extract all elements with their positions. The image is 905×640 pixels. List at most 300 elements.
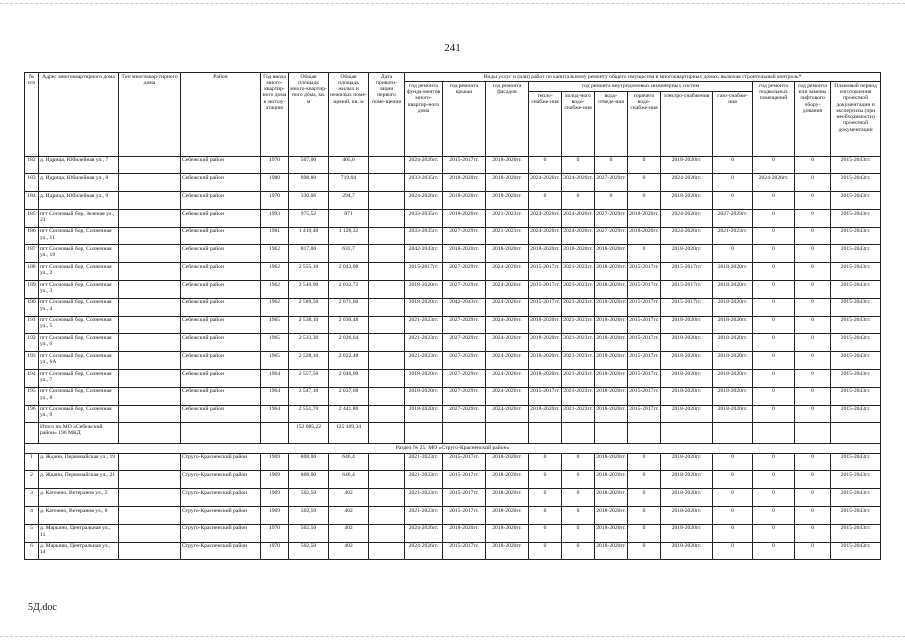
- row-living-area: 646,4: [329, 453, 369, 471]
- row-total-area: 2 538,10: [289, 316, 329, 334]
- row-number: 194: [25, 369, 39, 387]
- row-electric-year: 2018-2020гг.: [661, 192, 713, 210]
- total-cell-empty: [369, 423, 405, 444]
- row-roof-year: 2015-2017гг.: [443, 156, 486, 174]
- header-total-area: Общая площадь много-квартир-ного дома, кв. м: [289, 73, 329, 157]
- row-hot-water-year: 0: [628, 489, 661, 507]
- row-planned-period: 2015-2043гг.: [831, 245, 881, 263]
- header-elevator: год ремонта или замены лифтового обору-дования: [795, 82, 831, 156]
- row-type: [119, 209, 181, 227]
- header-address: Адрес многоквартирного дома: [39, 73, 119, 157]
- row-facade-year: 2018-2020гг.: [486, 542, 529, 560]
- row-gas-year: 2018-2020гг.: [713, 334, 753, 352]
- row-basement-year: 0: [753, 387, 795, 405]
- row-total-area: 2 589,50: [289, 298, 329, 316]
- row-hot-water-year: 0: [628, 471, 661, 489]
- row-gas-year: 2018-2020гг.: [713, 281, 753, 299]
- row-sewer-year: 0: [595, 192, 628, 210]
- row-living-area: 2 071,60: [329, 298, 369, 316]
- row-total-area: 2 557,50: [289, 369, 329, 387]
- row-type: [119, 334, 181, 352]
- row-total-area: 808,00: [289, 453, 329, 471]
- row-type: [119, 281, 181, 299]
- total-cell-empty: [181, 423, 261, 444]
- row-heat-year: 0: [529, 192, 562, 210]
- row-cold-water-year: 2021-2023гг.: [562, 369, 595, 387]
- row-year: 1965: [261, 316, 289, 334]
- row-electric-year: 2018-2020гг.: [661, 156, 713, 174]
- row-number: 191: [25, 316, 39, 334]
- row-planned-period: 2015-2043гг.: [831, 471, 881, 489]
- row-planned-period: 2015-2043гг.: [831, 387, 881, 405]
- row-address: пгт Сосновый бор, Солнечная ул., 6А: [39, 352, 119, 370]
- row-heat-year: 0: [529, 507, 562, 525]
- row-cold-water-year: 2021-2023гг.: [562, 405, 595, 423]
- row-district: Себежский район: [181, 263, 261, 281]
- row-living-area: 2 032,72: [329, 281, 369, 299]
- row-hot-water-year: 0: [628, 156, 661, 174]
- row-heat-year: 0: [529, 471, 562, 489]
- header-sewer: водо-отведе-ния: [595, 92, 628, 156]
- row-living-area: 2 022,48: [329, 352, 369, 370]
- row-foundation-year: 2015-2017гг.: [405, 263, 443, 281]
- row-number: 188: [25, 263, 39, 281]
- row-elevator-year: 0: [795, 524, 831, 542]
- table-row: [25, 471, 881, 489]
- row-cold-water-year: 0: [562, 524, 595, 542]
- row-district: Себежский район: [181, 209, 261, 227]
- row-total-area: 507,00: [289, 156, 329, 174]
- row-year: 1964: [261, 405, 289, 423]
- header-year: Год ввода много-квартир-ного дома в эксплу-атацию: [261, 73, 289, 157]
- row-foundation-year: 2018-2020гг.: [405, 281, 443, 299]
- row-gas-year: 2027-2029гг.: [713, 209, 753, 227]
- row-district: Себежский район: [181, 369, 261, 387]
- row-electric-year: 2018-2020гг.: [661, 471, 713, 489]
- row-elevator-year: 0: [795, 352, 831, 370]
- row-cold-water-year: 0: [562, 507, 595, 525]
- header-privatization: Дата привати-зации первого поме-щения: [369, 73, 405, 157]
- row-facade-year: 2018-2020гг.: [486, 471, 529, 489]
- row-roof-year: 2018-2020гг.: [443, 192, 486, 210]
- row-hot-water-year: 2015-2017гг.: [628, 387, 661, 405]
- row-sewer-year: 2018-2020гг.: [595, 489, 628, 507]
- row-elevator-year: 0: [795, 405, 831, 423]
- row-sewer-year: 2027-2029гг.: [595, 209, 628, 227]
- row-gas-year: 2018-2020гг.: [713, 387, 753, 405]
- row-basement-year: 0: [753, 542, 795, 560]
- header-planned: Плановый период изготовления проектной документации и экспертизы (при необходимости) проектной документации: [831, 82, 881, 156]
- row-district: Себежский район: [181, 298, 261, 316]
- row-total-area: 898,80: [289, 174, 329, 192]
- row-hot-water-year: 2015-2017гг.: [628, 298, 661, 316]
- table-row: [25, 298, 881, 316]
- total-living-sum: 125 109,34: [329, 423, 369, 444]
- row-planned-period: 2015-2043гг.: [831, 453, 881, 471]
- row-cold-water-year: 2018-2020гг.: [562, 245, 595, 263]
- row-elevator-year: 0: [795, 334, 831, 352]
- row-cold-water-year: 2021-2023гг.: [562, 263, 595, 281]
- header-electric: электро-снабжения: [661, 92, 713, 156]
- row-planned-period: 2015-2043гг.: [831, 334, 881, 352]
- header-district: Район: [181, 73, 261, 157]
- row-electric-year: 2018-2020гг.: [661, 453, 713, 471]
- row-living-area: 2 026,64: [329, 334, 369, 352]
- table-row: [25, 524, 881, 542]
- header-hot: горячего водо-снабже-ния: [628, 92, 661, 156]
- row-foundation-year: 2033-2035гг.: [405, 174, 443, 192]
- row-cold-water-year: 2021-2023гг.: [562, 281, 595, 299]
- row-living-area: 402: [329, 542, 369, 560]
- row-electric-year: 2018-2020гг.: [661, 542, 713, 560]
- row-year: 1962: [261, 281, 289, 299]
- row-basement-year: 0: [753, 489, 795, 507]
- row-planned-period: 2015-2043гг.: [831, 405, 881, 423]
- row-gas-year: 0: [713, 174, 753, 192]
- row-address: д. Катежно, Ветеранов ул., 2: [39, 489, 119, 507]
- row-address: д. Марьино, Центральная ул., 14: [39, 542, 119, 560]
- row-planned-period: 2015-2043гг.: [831, 263, 881, 281]
- header-num: № п/п: [25, 73, 39, 157]
- row-elevator-year: 0: [795, 471, 831, 489]
- row-number: 4: [25, 507, 39, 525]
- row-elevator-year: 0: [795, 387, 831, 405]
- row-year: 1970: [261, 524, 289, 542]
- row-electric-year: 2024-2026гг.: [661, 174, 713, 192]
- row-gas-year: 0: [713, 524, 753, 542]
- total-cell-empty: [595, 423, 628, 444]
- row-gas-year: 0: [713, 489, 753, 507]
- row-roof-year: 2027-2029гг.: [443, 405, 486, 423]
- row-total-area: 975,52: [289, 209, 329, 227]
- row-address: пгт Сосновый бор, Солнечная ул., 8: [39, 387, 119, 405]
- row-gas-year: 2018-2020гг.: [713, 316, 753, 334]
- row-basement-year: 0: [753, 281, 795, 299]
- row-heat-year: 2015-2017гг.: [529, 387, 562, 405]
- row-living-area: 2 030,48: [329, 316, 369, 334]
- row-electric-year: 2015-2017гг.: [661, 263, 713, 281]
- row-facade-year: 2018-2020гг.: [486, 524, 529, 542]
- row-district: Себежский район: [181, 387, 261, 405]
- row-heat-year: 2015-2017гг.: [529, 263, 562, 281]
- table-row: [25, 227, 881, 245]
- row-elevator-year: 0: [795, 263, 831, 281]
- table-row: [25, 281, 881, 299]
- row-electric-year: 2018-2020гг.: [661, 369, 713, 387]
- row-total-area: 502,50: [289, 524, 329, 542]
- row-planned-period: 2015-2043гг.: [831, 298, 881, 316]
- row-cold-water-year: 0: [562, 471, 595, 489]
- row-foundation-year: 2021-2023гг.: [405, 316, 443, 334]
- row-foundation-year: 2021-2023гг.: [405, 471, 443, 489]
- row-year: 1962: [261, 263, 289, 281]
- table-row: [25, 369, 881, 387]
- row-total-area: 502,50: [289, 507, 329, 525]
- total-cell-empty: [529, 423, 562, 444]
- row-number: 182: [25, 156, 39, 174]
- row-hot-water-year: 0: [628, 524, 661, 542]
- row-address: д. Марьино, Центральная ул., 11: [39, 524, 119, 542]
- row-number: 5: [25, 524, 39, 542]
- row-type: [119, 542, 181, 560]
- row-living-area: 2 046,00: [329, 369, 369, 387]
- row-facade-year: 2024-2026гг.: [486, 281, 529, 299]
- row-type: [119, 192, 181, 210]
- row-roof-year: 2015-2017гг.: [443, 453, 486, 471]
- row-basement-year: 0: [753, 352, 795, 370]
- row-basement-year: 0: [753, 471, 795, 489]
- row-basement-year: 0: [753, 192, 795, 210]
- row-total-area: 2 547,10: [289, 387, 329, 405]
- row-living-area: 402: [329, 524, 369, 542]
- row-heat-year: 2024-2026гг.: [529, 209, 562, 227]
- row-type: [119, 369, 181, 387]
- table-row: [25, 209, 881, 227]
- row-basement-year: 0: [753, 524, 795, 542]
- row-cold-water-year: 0: [562, 542, 595, 560]
- row-planned-period: 2015-2043гг.: [831, 542, 881, 560]
- row-planned-period: 2015-2043гг.: [831, 507, 881, 525]
- table-row: [25, 334, 881, 352]
- row-year: 1969: [261, 453, 289, 471]
- total-cell-empty: [25, 423, 39, 444]
- row-gas-year: 0: [713, 507, 753, 525]
- row-facade-year: 2021-2023гг.: [486, 209, 529, 227]
- row-planned-period: 2015-2043гг.: [831, 227, 881, 245]
- row-privatization: [369, 352, 405, 370]
- row-electric-year: 2018-2020гг.: [661, 352, 713, 370]
- row-total-area: 2 533,30: [289, 334, 329, 352]
- row-sewer-year: 2018-2020гг.: [595, 524, 628, 542]
- row-type: [119, 471, 181, 489]
- row-district: Себежский район: [181, 316, 261, 334]
- row-year: 1962: [261, 298, 289, 316]
- row-heat-year: 0: [529, 156, 562, 174]
- header-internal: год ремонта внутридомовых инженерных систем: [529, 82, 753, 92]
- row-district: Себежский район: [181, 156, 261, 174]
- total-cell-empty: [753, 423, 795, 444]
- row-sewer-year: 2018-2020гг.: [595, 263, 628, 281]
- row-number: 196: [25, 405, 39, 423]
- row-roof-year: 2015-2017гг.: [443, 507, 486, 525]
- row-hot-water-year: 0: [628, 453, 661, 471]
- row-living-area: 402: [329, 507, 369, 525]
- row-hot-water-year: 2015-2017гг.: [628, 316, 661, 334]
- row-year: 1981: [261, 227, 289, 245]
- row-year: 1970: [261, 156, 289, 174]
- row-number: 189: [25, 281, 39, 299]
- row-foundation-year: 2021-2023гг.: [405, 453, 443, 471]
- row-sewer-year: 2018-2020гг.: [595, 369, 628, 387]
- header-facade: год ремонта фасадов: [486, 82, 529, 156]
- row-cold-water-year: 2021-2023гг.: [562, 352, 595, 370]
- row-type: [119, 298, 181, 316]
- row-cold-water-year: 0: [562, 453, 595, 471]
- row-district: Себежский район: [181, 174, 261, 192]
- table-row: [25, 542, 881, 560]
- row-hot-water-year: 0: [628, 507, 661, 525]
- total-cell-empty: [713, 423, 753, 444]
- row-facade-year: 2021-2023гг.: [486, 227, 529, 245]
- row-total-area: 2 551,70: [289, 405, 329, 423]
- row-address: пгт Сосновый бор, Зеленая ул., 21: [39, 209, 119, 227]
- row-district: Струго-Красненский район: [181, 471, 261, 489]
- header-cold: холод-ного водо-снабже-ния: [562, 92, 595, 156]
- row-electric-year: 2015-2017гг.: [661, 281, 713, 299]
- row-foundation-year: 2021-2023гг.: [405, 507, 443, 525]
- row-facade-year: 2018-2020гг.: [486, 174, 529, 192]
- row-heat-year: 2024-2026гг.: [529, 174, 562, 192]
- row-facade-year: 2018-2020гг.: [486, 192, 529, 210]
- row-privatization: [369, 489, 405, 507]
- table-row: [25, 405, 881, 423]
- row-hot-water-year: 2018-2020гг.: [628, 209, 661, 227]
- row-electric-year: 2024-2026гг.: [661, 227, 713, 245]
- row-basement-year: 0: [753, 369, 795, 387]
- row-heat-year: 0: [529, 542, 562, 560]
- row-heat-year: 2018-2020гг.: [529, 369, 562, 387]
- row-address: д. Катежно, Ветеранов ул., 8: [39, 507, 119, 525]
- row-district: Струго-Красненский район: [181, 489, 261, 507]
- header-type: Тип многоквар-тирного дома: [119, 73, 181, 157]
- row-basement-year: 0: [753, 209, 795, 227]
- row-planned-period: 2015-2043гг.: [831, 156, 881, 174]
- row-facade-year: 2018-2020гг.: [486, 245, 529, 263]
- row-address: пгт Сосновый бор, Солнечная ул., 9: [39, 405, 119, 423]
- row-sewer-year: 2018-2020гг.: [595, 334, 628, 352]
- row-privatization: [369, 298, 405, 316]
- row-heat-year: 2018-2020гг.: [529, 316, 562, 334]
- row-type: [119, 453, 181, 471]
- row-foundation-year: 2042-2043гг.: [405, 245, 443, 263]
- row-planned-period: 2015-2043гг.: [831, 352, 881, 370]
- table-row: [25, 453, 881, 471]
- row-roof-year: 2018-2020гг.: [443, 245, 486, 263]
- row-number: 186: [25, 227, 39, 245]
- row-total-area: 2 540,90: [289, 281, 329, 299]
- row-basement-year: 0: [753, 316, 795, 334]
- row-heat-year: 2015-2017гг.: [529, 281, 562, 299]
- row-address: д. Идрица, Юбилейная ул., 7: [39, 156, 119, 174]
- table-body-sebezh: [25, 156, 881, 423]
- row-type: [119, 489, 181, 507]
- total-cell-empty: [628, 423, 661, 444]
- row-electric-year: 2018-2020гг.: [661, 405, 713, 423]
- row-privatization: [369, 453, 405, 471]
- row-sewer-year: 2018-2020гг.: [595, 316, 628, 334]
- row-district: Струго-Красненский район: [181, 507, 261, 525]
- row-number: 192: [25, 334, 39, 352]
- row-roof-year: 2018-2020гг.: [443, 209, 486, 227]
- total-cell-empty: [795, 423, 831, 444]
- row-sewer-year: 2018-2020гг.: [595, 387, 628, 405]
- row-privatization: [369, 156, 405, 174]
- row-gas-year: 2018-2020гг.: [713, 352, 753, 370]
- total-row: [25, 423, 881, 444]
- row-planned-period: 2015-2043гг.: [831, 489, 881, 507]
- row-sewer-year: 0: [595, 156, 628, 174]
- row-type: [119, 174, 181, 192]
- row-cold-water-year: 2024-2026гг.: [562, 227, 595, 245]
- repair-schedule-table-wrap: [24, 72, 880, 560]
- row-year: 1969: [261, 507, 289, 525]
- row-address: пгт Сосновый бор, Солнечная ул., 5: [39, 316, 119, 334]
- row-privatization: [369, 263, 405, 281]
- row-roof-year: 2018-2020гг.: [443, 174, 486, 192]
- row-year: 1970: [261, 192, 289, 210]
- row-facade-year: 2024-2026гг.: [486, 298, 529, 316]
- row-electric-year: 2018-2020гг.: [661, 489, 713, 507]
- row-elevator-year: 0: [795, 507, 831, 525]
- table-row: [25, 174, 881, 192]
- row-roof-year: 2042-2043гг.: [443, 298, 486, 316]
- row-district: Себежский район: [181, 405, 261, 423]
- row-hot-water-year: 2015-2017гг.: [628, 405, 661, 423]
- row-address: д. Ждани, Первомайская ул., 21: [39, 471, 119, 489]
- row-cold-water-year: 2024-2026гг.: [562, 174, 595, 192]
- row-cold-water-year: 2021-2023гг.: [562, 316, 595, 334]
- row-elevator-year: 0: [795, 453, 831, 471]
- table-total: [25, 423, 881, 453]
- header-gas: газо-снабже-ния: [713, 92, 753, 156]
- row-elevator-year: 0: [795, 542, 831, 560]
- row-address: д. Идрица, Юбилейная ул., 8: [39, 174, 119, 192]
- row-living-area: 646,4: [329, 471, 369, 489]
- table-row: [25, 352, 881, 370]
- total-cell-empty: [831, 423, 881, 444]
- row-facade-year: 2024-2026гг.: [486, 334, 529, 352]
- row-heat-year: 2015-2017гг.: [529, 298, 562, 316]
- row-facade-year: 2024-2026гг.: [486, 316, 529, 334]
- row-electric-year: 2018-2020гг.: [661, 524, 713, 542]
- row-elevator-year: 0: [795, 298, 831, 316]
- row-roof-year: 2027-2029гг.: [443, 352, 486, 370]
- row-living-area: 871: [329, 209, 369, 227]
- row-privatization: [369, 387, 405, 405]
- row-foundation-year: 2018-2020гг.: [405, 369, 443, 387]
- row-planned-period: 2015-2043гг.: [831, 369, 881, 387]
- row-elevator-year: 0: [795, 227, 831, 245]
- row-privatization: [369, 507, 405, 525]
- row-cold-water-year: 0: [562, 156, 595, 174]
- row-gas-year: 0: [713, 542, 753, 560]
- row-number: 6: [25, 542, 39, 560]
- row-privatization: [369, 227, 405, 245]
- table-row: [25, 192, 881, 210]
- row-gas-year: 0: [713, 471, 753, 489]
- row-roof-year: 2018-2020гг.: [443, 524, 486, 542]
- row-gas-year: 0: [713, 245, 753, 263]
- row-foundation-year: 2018-2020гг.: [405, 405, 443, 423]
- row-total-area: 502,50: [289, 489, 329, 507]
- row-hot-water-year: 0: [628, 542, 661, 560]
- row-planned-period: 2015-2043гг.: [831, 192, 881, 210]
- row-address: пгт Сосновый бор, Солнечная ул., 7: [39, 369, 119, 387]
- row-type: [119, 316, 181, 334]
- row-number: 2: [25, 471, 39, 489]
- row-district: Себежский район: [181, 281, 261, 299]
- total-cell-empty: [443, 423, 486, 444]
- row-type: [119, 524, 181, 542]
- row-year: 1965: [261, 352, 289, 370]
- row-sewer-year: 2018-2020гг.: [595, 298, 628, 316]
- row-privatization: [369, 281, 405, 299]
- row-gas-year: 2018-2020гг.: [713, 369, 753, 387]
- row-foundation-year: 2024-2026гг.: [405, 192, 443, 210]
- row-roof-year: 2027-2029гг.: [443, 387, 486, 405]
- row-type: [119, 352, 181, 370]
- row-district: Себежский район: [181, 227, 261, 245]
